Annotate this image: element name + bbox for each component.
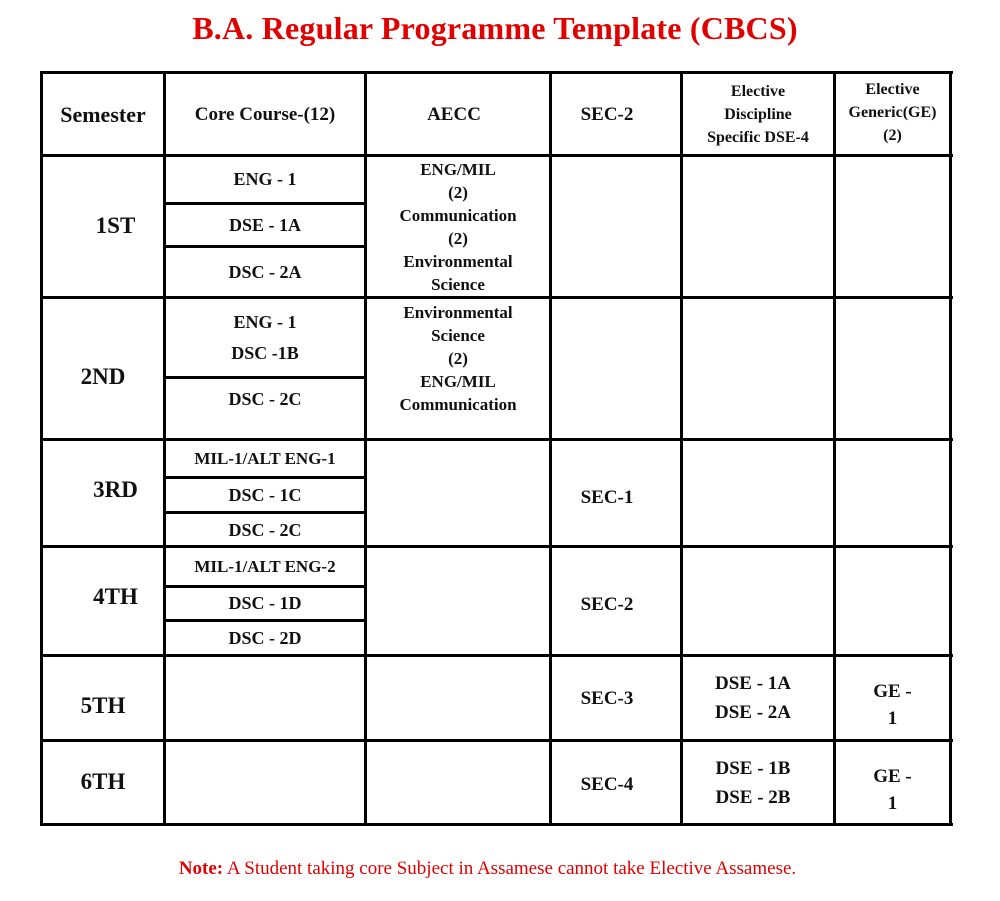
header-ge [836,74,949,154]
header-ge-line: Generic(GE) [848,104,937,121]
sec-cell: SEC-2 [580,594,634,615]
semester-cell: 4TH [93,584,138,609]
core-course-cell: MIL-1/ALT ENG-1 [194,449,336,468]
aecc-line: (2) [448,182,468,202]
note-label: Note: [178,858,224,879]
core-course-cell: DSC - 2A [228,261,302,282]
core-course-cell: DSC - 2C [228,388,302,409]
header-semester: Semester [60,101,146,127]
note-text: A Student taking core Subject in Assamese cannot take Elective Assamese. [223,858,797,879]
aecc-line: Communication [399,395,517,414]
header-ge-line: (2) [883,127,902,144]
semester-cell: 6TH [80,768,126,794]
aecc-line: Science [431,326,485,345]
sec-cell: SEC-3 [580,687,634,709]
aecc-line: (2) [448,228,468,248]
ge-line: GE - [873,681,912,702]
aecc-line: Environmental [403,251,513,271]
aecc-cell [367,299,549,438]
semester-cell: 2ND [80,364,126,389]
dse-cell [683,742,833,824]
core-course-cell: MIL-1/ALT ENG-2 [194,557,336,576]
core-course-cell: ENG - 1 [233,169,297,189]
header-dse-line: Elective [730,82,786,100]
header-sec: SEC-2 [580,103,634,125]
core-course-cell: DSC - 1C [228,484,302,505]
ge-line: 1 [887,793,898,814]
core-course-cell: DSC - 1D [228,593,302,613]
semester-cell: 1ST [95,212,136,238]
ge-line: 1 [887,708,898,729]
dse-line: DSE - 1A [714,673,791,694]
core-course-cell: DSC - 2D [228,627,302,648]
aecc-line: Communication [399,205,517,225]
header-dse-line: Specific DSE-4 [707,128,809,146]
semester-cell: 3RD [93,477,138,502]
header-dse [683,74,833,154]
aecc-cell [367,157,549,296]
ge-cell [836,742,949,824]
header-ge-line: Elective [865,81,920,98]
core-course-cell: DSE - 1A [228,214,301,235]
header-aecc: AECC [427,103,481,125]
page-title: B.A. Regular Programme Template (CBCS) [192,10,798,46]
core-course-line: ENG - 1 [233,311,297,332]
header-core-course: Core Course-(12) [194,103,336,125]
aecc-line: (2) [448,349,468,368]
dse-line: DSE - 1B [715,758,791,779]
core-course-cell: DSC - 2C [228,519,302,540]
ge-line: GE - [873,766,912,787]
sec-cell: SEC-1 [580,486,634,508]
core-course-line: DSC -1B [231,342,299,363]
table-border-right [949,71,952,826]
ge-cell [836,657,949,739]
sec-cell: SEC-4 [580,773,634,795]
semester-cell: 5TH [80,692,126,718]
dse-cell [683,657,833,739]
header-dse-line: Discipline [724,105,792,123]
dse-line: DSE - 2A [714,702,791,723]
dse-line: DSE - 2B [715,787,791,808]
core-course-cell [166,299,364,376]
aecc-line: ENG/MIL [420,372,496,391]
aecc-line: ENG/MIL [420,159,496,179]
aecc-line: Environmental [403,303,513,322]
aecc-line: Science [431,274,485,294]
footnote [0,858,975,880]
